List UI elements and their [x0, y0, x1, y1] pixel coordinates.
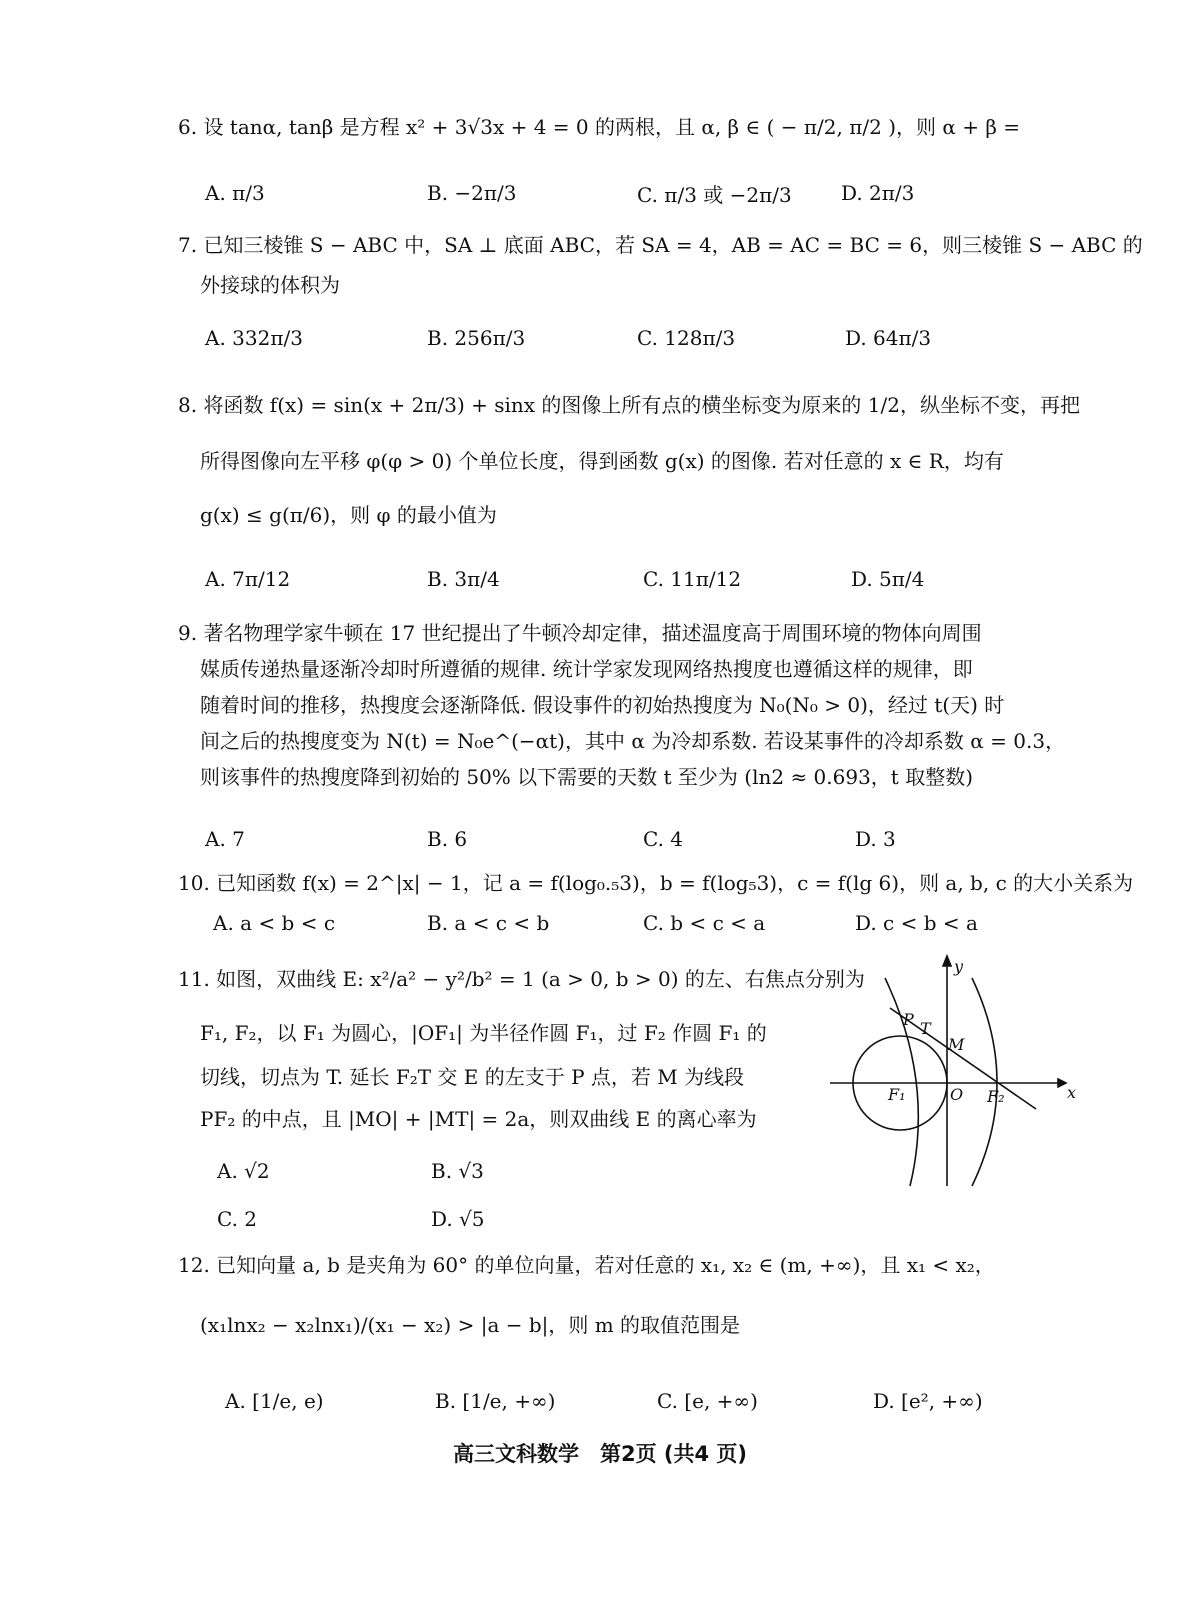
- label-t: T: [920, 1019, 931, 1038]
- label-f1: F₁: [888, 1085, 906, 1104]
- option-11b: B. √3: [431, 1159, 484, 1183]
- question-8-line1: 8. 将函数 f(x) = sin(x + 2π/3) + sinx 的图像上所有点的横坐标变为原来的 1/2，纵坐标不变，再把: [178, 393, 1080, 417]
- option-8a: A. 7π/12: [205, 567, 291, 591]
- option-8c: C. 11π/12: [643, 567, 742, 591]
- question-7: [178, 228, 1160, 302]
- question-10: [178, 866, 1160, 900]
- option-9c: C. 4: [643, 827, 684, 851]
- y-axis-arrow: [943, 956, 951, 966]
- question-6-text: 6. 设 tanα, tanβ 是方程 x² + 3√3x + 4 = 0 的两根，且 α, β ∈ ( − π/2, π/2 )，则 α + β =: [178, 115, 1021, 139]
- question-8-line3: g(x) ≤ g(π/6)，则 φ 的最小值为: [200, 503, 497, 527]
- page-footer: 高三文科数学 第2页 (共4 页): [452, 1442, 748, 1466]
- question-8: [178, 388, 1160, 532]
- question-9-line5: 则该事件的热搜度降到初始的 50% 以下需要的天数 t 至少为 (ln2 ≈ 0.693，t 取整数): [200, 765, 974, 789]
- question-11-line2: F₁, F₂，以 F₁ 为圆心，|OF₁| 为半径作圆 F₁，过 F₂ 作圆 F₁ 的: [200, 1021, 767, 1045]
- question-12-line2: (x₁lnx₂ − x₂lnx₁)/(x₁ − x₂) > |a − b|，则 m 的取值范围是: [200, 1313, 741, 1337]
- option-7c: C. 128π/3: [637, 326, 736, 350]
- question-9-line4: 间之后的热搜度变为 N(t) = N₀e^(−αt)，其中 α 为冷却系数. 若设某事件的冷却系数 α = 0.3，: [200, 729, 1066, 753]
- question-8-line2: 所得图像向左平移 φ(φ > 0) 个单位长度，得到函数 g(x) 的图像. 若对任意的 x ∈ R，均有: [200, 449, 1004, 473]
- option-10a: A. a < b < c: [213, 911, 336, 935]
- option-10d: D. c < b < a: [855, 911, 978, 935]
- x-axis-arrow: [1058, 1079, 1066, 1087]
- question-11: [178, 962, 865, 1136]
- option-8d: D. 5π/4: [851, 567, 925, 591]
- question-9: [178, 616, 1160, 794]
- question-6: [178, 110, 1160, 144]
- option-6c: C. π/3 或 −2π/3: [637, 182, 792, 207]
- option-11c: C. 2: [217, 1207, 258, 1231]
- option-7b: B. 256π/3: [427, 326, 526, 350]
- option-8b: B. 3π/4: [427, 567, 500, 591]
- option-6b: B. −2π/3: [427, 181, 517, 205]
- option-11d: D. √5: [431, 1207, 485, 1231]
- option-9d: D. 3: [855, 827, 896, 851]
- question-9-line1: 9. 著名物理学家牛顿在 17 世纪提出了牛顿冷却定律，描述温度高于周围环境的物体向周围: [178, 621, 982, 645]
- option-12b: B. [1/e, +∞): [435, 1389, 556, 1413]
- label-p: P: [903, 1010, 914, 1029]
- question-12: [178, 1248, 1160, 1342]
- question-12-line1: 12. 已知向量 a, b 是夹角为 60° 的单位向量，若对任意的 x₁, x₂ ∈ (m, +∞)，且 x₁ < x₂，: [178, 1253, 995, 1277]
- label-f2: F₂: [987, 1087, 1005, 1106]
- option-12c: C. [e, +∞): [657, 1389, 758, 1413]
- hyperbola-right-branch: [972, 978, 997, 1186]
- option-12a: A. [1/e, e): [225, 1389, 324, 1413]
- question-9-line2: 媒质传递热量逐渐冷却时所遵循的规律. 统计学家发现网络热搜度也遵循这样的规律，即: [200, 657, 973, 681]
- option-6d: D. 2π/3: [841, 181, 915, 205]
- option-6a: A. π/3: [205, 181, 265, 205]
- option-12d: D. [e², +∞): [873, 1389, 983, 1413]
- label-y: y: [954, 957, 964, 976]
- question-11-line4: PF₂ 的中点，且 |MO| + |MT| = 2a，则双曲线 E 的离心率为: [200, 1107, 757, 1131]
- question-9-line3: 随着时间的推移，热搜度会逐渐降低. 假设事件的初始热搜度为 N₀(N₀ > 0)，经过 t(天) 时: [200, 693, 1005, 717]
- option-9a: A. 7: [205, 827, 245, 851]
- option-10c: C. b < c < a: [643, 911, 766, 935]
- option-7a: A. 332π/3: [205, 326, 303, 350]
- label-o: O: [950, 1085, 964, 1104]
- label-m: M: [948, 1035, 965, 1054]
- question-11-line3: 切线，切点为 T. 延长 F₂T 交 E 的左支于 P 点，若 M 为线段: [200, 1065, 745, 1089]
- question-10-line1: 10. 已知函数 f(x) = 2^|x| − 1，记 a = f(log₀.₅3)，b = f(log₅3)，c = f(lg 6)，则 a, b, c 的大小关系为: [178, 871, 1134, 895]
- option-9b: B. 6: [427, 827, 468, 851]
- option-11a: A. √2: [217, 1159, 270, 1183]
- option-7d: D. 64π/3: [845, 326, 932, 350]
- question-7-line2: 外接球的体积为: [200, 273, 340, 297]
- option-10b: B. a < c < b: [427, 911, 550, 935]
- label-x: x: [1067, 1083, 1077, 1102]
- hyperbola-figure: [830, 950, 1080, 1190]
- question-7-line1: 7. 已知三棱锥 S − ABC 中，SA ⊥ 底面 ABC，若 SA = 4，AB = AC = BC = 6，则三棱锥 S − ABC 的: [178, 233, 1143, 257]
- question-11-line1: 11. 如图，双曲线 E: x²/a² − y²/b² = 1 (a > 0, b > 0) 的左、右焦点分别为: [178, 967, 865, 991]
